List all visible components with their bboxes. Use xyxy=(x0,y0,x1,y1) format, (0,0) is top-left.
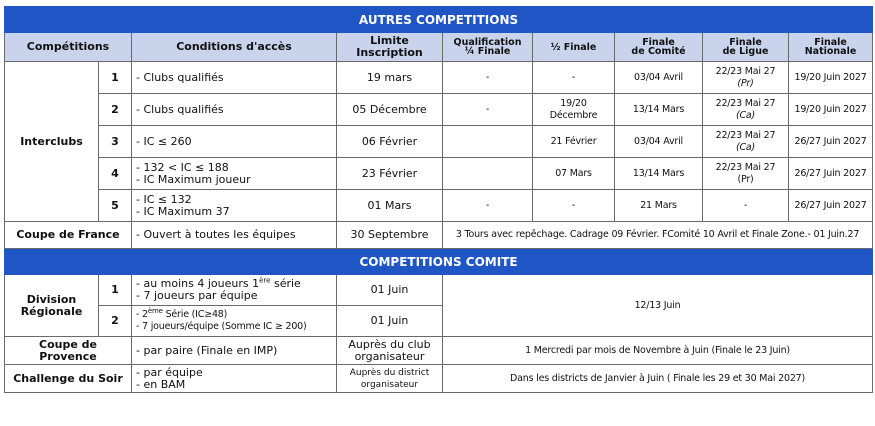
comite-cell: 21 Mars xyxy=(615,190,703,222)
conditions-cell: - 2ème Série (IC≥48) - 7 joueurs/équipe (Somme IC ≥ 200) xyxy=(132,306,337,337)
conditions-cell: - 132 < IC ≤ 188 - IC Maximum joueur xyxy=(132,158,337,190)
division-regionale-label: Division Régionale xyxy=(5,275,99,337)
demi-cell: - xyxy=(533,190,615,222)
limite-cell: 01 Mars xyxy=(337,190,443,222)
coupe-de-france-details: 3 Tours avec repêchage. Cadrage 09 Février. FComité 10 Avril et Finale Zone.- 01 Juin.27 xyxy=(443,222,873,249)
coupe-de-france-label: Coupe de France xyxy=(5,222,132,249)
ligue-cell: 22/23 Mai 27 (Ca) xyxy=(703,126,789,158)
header-competitions: Compétitions xyxy=(5,33,132,62)
coupe-de-provence-label: Coupe de Provence xyxy=(5,337,132,365)
autres-competitions-banner: AUTRES COMPETITIONS xyxy=(5,7,873,33)
limite-cell: 01 Juin xyxy=(337,275,443,306)
division-regionale-dates: 12/13 Juin xyxy=(443,275,873,337)
limite-cell: Auprès du district organisateur xyxy=(337,365,443,393)
ligue-cell: - xyxy=(703,190,789,222)
qualif-cell: - xyxy=(443,190,533,222)
comite-cell: 03/04 Avril xyxy=(615,62,703,94)
conditions-cell: - par équipe - en BAM xyxy=(132,365,337,393)
limite-cell: 23 Février xyxy=(337,158,443,190)
table-row xyxy=(5,62,873,94)
nationale-cell: 19/20 Juin 2027 xyxy=(789,62,873,94)
nationale-cell: 26/27 Juin 2027 xyxy=(789,190,873,222)
header-demi-finale: ½ Finale xyxy=(533,33,615,62)
competitions-table-container xyxy=(4,6,872,393)
challenge-du-soir-details: Dans les districts de Janvier à Juin ( Finale les 29 et 30 Mai 2027) xyxy=(443,365,873,393)
nationale-cell: 26/27 Juin 2027 xyxy=(789,158,873,190)
header-finale-nationale: Finale Nationale xyxy=(789,33,873,62)
ligue-cell: 22/23 Mai 27 (Pr) xyxy=(703,62,789,94)
nationale-cell: 26/27 Juin 2027 xyxy=(789,126,873,158)
table-row xyxy=(5,365,873,393)
row-number: 1 xyxy=(99,275,132,306)
ligue-cell: 22/23 Mai 27 (Ca) xyxy=(703,94,789,126)
conditions-cell: - au moins 4 joueurs 1ère série - 7 joueurs par équipe xyxy=(132,275,337,306)
qualif-cell xyxy=(443,158,533,190)
conditions-cell: - Ouvert à toutes les équipes xyxy=(132,222,337,249)
row-number: 1 xyxy=(99,62,132,94)
header-conditions: Conditions d'accès xyxy=(132,33,337,62)
header-limite: Limite Inscription xyxy=(337,33,443,62)
competitions-comite-banner: COMPETITIONS COMITE xyxy=(5,249,873,275)
limite-cell: 06 Février xyxy=(337,126,443,158)
interclubs-label: Interclubs xyxy=(5,62,99,222)
header-qualification: Qualification ¼ Finale xyxy=(443,33,533,62)
challenge-du-soir-label: Challenge du Soir xyxy=(5,365,132,393)
demi-cell: 07 Mars xyxy=(533,158,615,190)
nationale-cell: 19/20 Juin 2027 xyxy=(789,94,873,126)
coupe-de-provence-details: 1 Mercredi par mois de Novembre à Juin (Finale le 23 Juin) xyxy=(443,337,873,365)
conditions-cell: - Clubs qualifiés xyxy=(132,62,337,94)
header-finale-comite: Finale de Comité xyxy=(615,33,703,62)
comite-cell: 13/14 Mars xyxy=(615,158,703,190)
demi-cell: 21 Février xyxy=(533,126,615,158)
conditions-cell: - IC ≤ 132 - IC Maximum 37 xyxy=(132,190,337,222)
row-number: 4 xyxy=(99,158,132,190)
limite-cell: 05 Décembre xyxy=(337,94,443,126)
limite-cell: Auprès du club organisateur xyxy=(337,337,443,365)
row-number: 2 xyxy=(99,306,132,337)
qualif-cell: - xyxy=(443,62,533,94)
limite-cell: 30 Septembre xyxy=(337,222,443,249)
qualif-cell xyxy=(443,126,533,158)
comite-cell: 03/04 Avril xyxy=(615,126,703,158)
conditions-cell: - IC ≤ 260 xyxy=(132,126,337,158)
header-finale-ligue: Finale de Ligue xyxy=(703,33,789,62)
qualif-cell: - xyxy=(443,94,533,126)
limite-cell: 19 mars xyxy=(337,62,443,94)
table-row xyxy=(5,222,873,249)
demi-cell: - xyxy=(533,62,615,94)
demi-cell: 19/20 Décembre xyxy=(533,94,615,126)
table-row xyxy=(5,158,873,190)
conditions-cell: - par paire (Finale en IMP) xyxy=(132,337,337,365)
conditions-cell: - Clubs qualifiés xyxy=(132,94,337,126)
comite-cell: 13/14 Mars xyxy=(615,94,703,126)
row-number: 5 xyxy=(99,190,132,222)
row-number: 3 xyxy=(99,126,132,158)
table-row xyxy=(5,337,873,365)
row-number: 2 xyxy=(99,94,132,126)
header-row xyxy=(5,33,873,62)
ligue-cell: 22/23 Mai 27 (Pr) xyxy=(703,158,789,190)
table-row xyxy=(5,94,873,126)
competitions-table xyxy=(4,6,873,393)
table-row xyxy=(5,190,873,222)
table-row xyxy=(5,126,873,158)
limite-cell: 01 Juin xyxy=(337,306,443,337)
table-row xyxy=(5,275,873,306)
